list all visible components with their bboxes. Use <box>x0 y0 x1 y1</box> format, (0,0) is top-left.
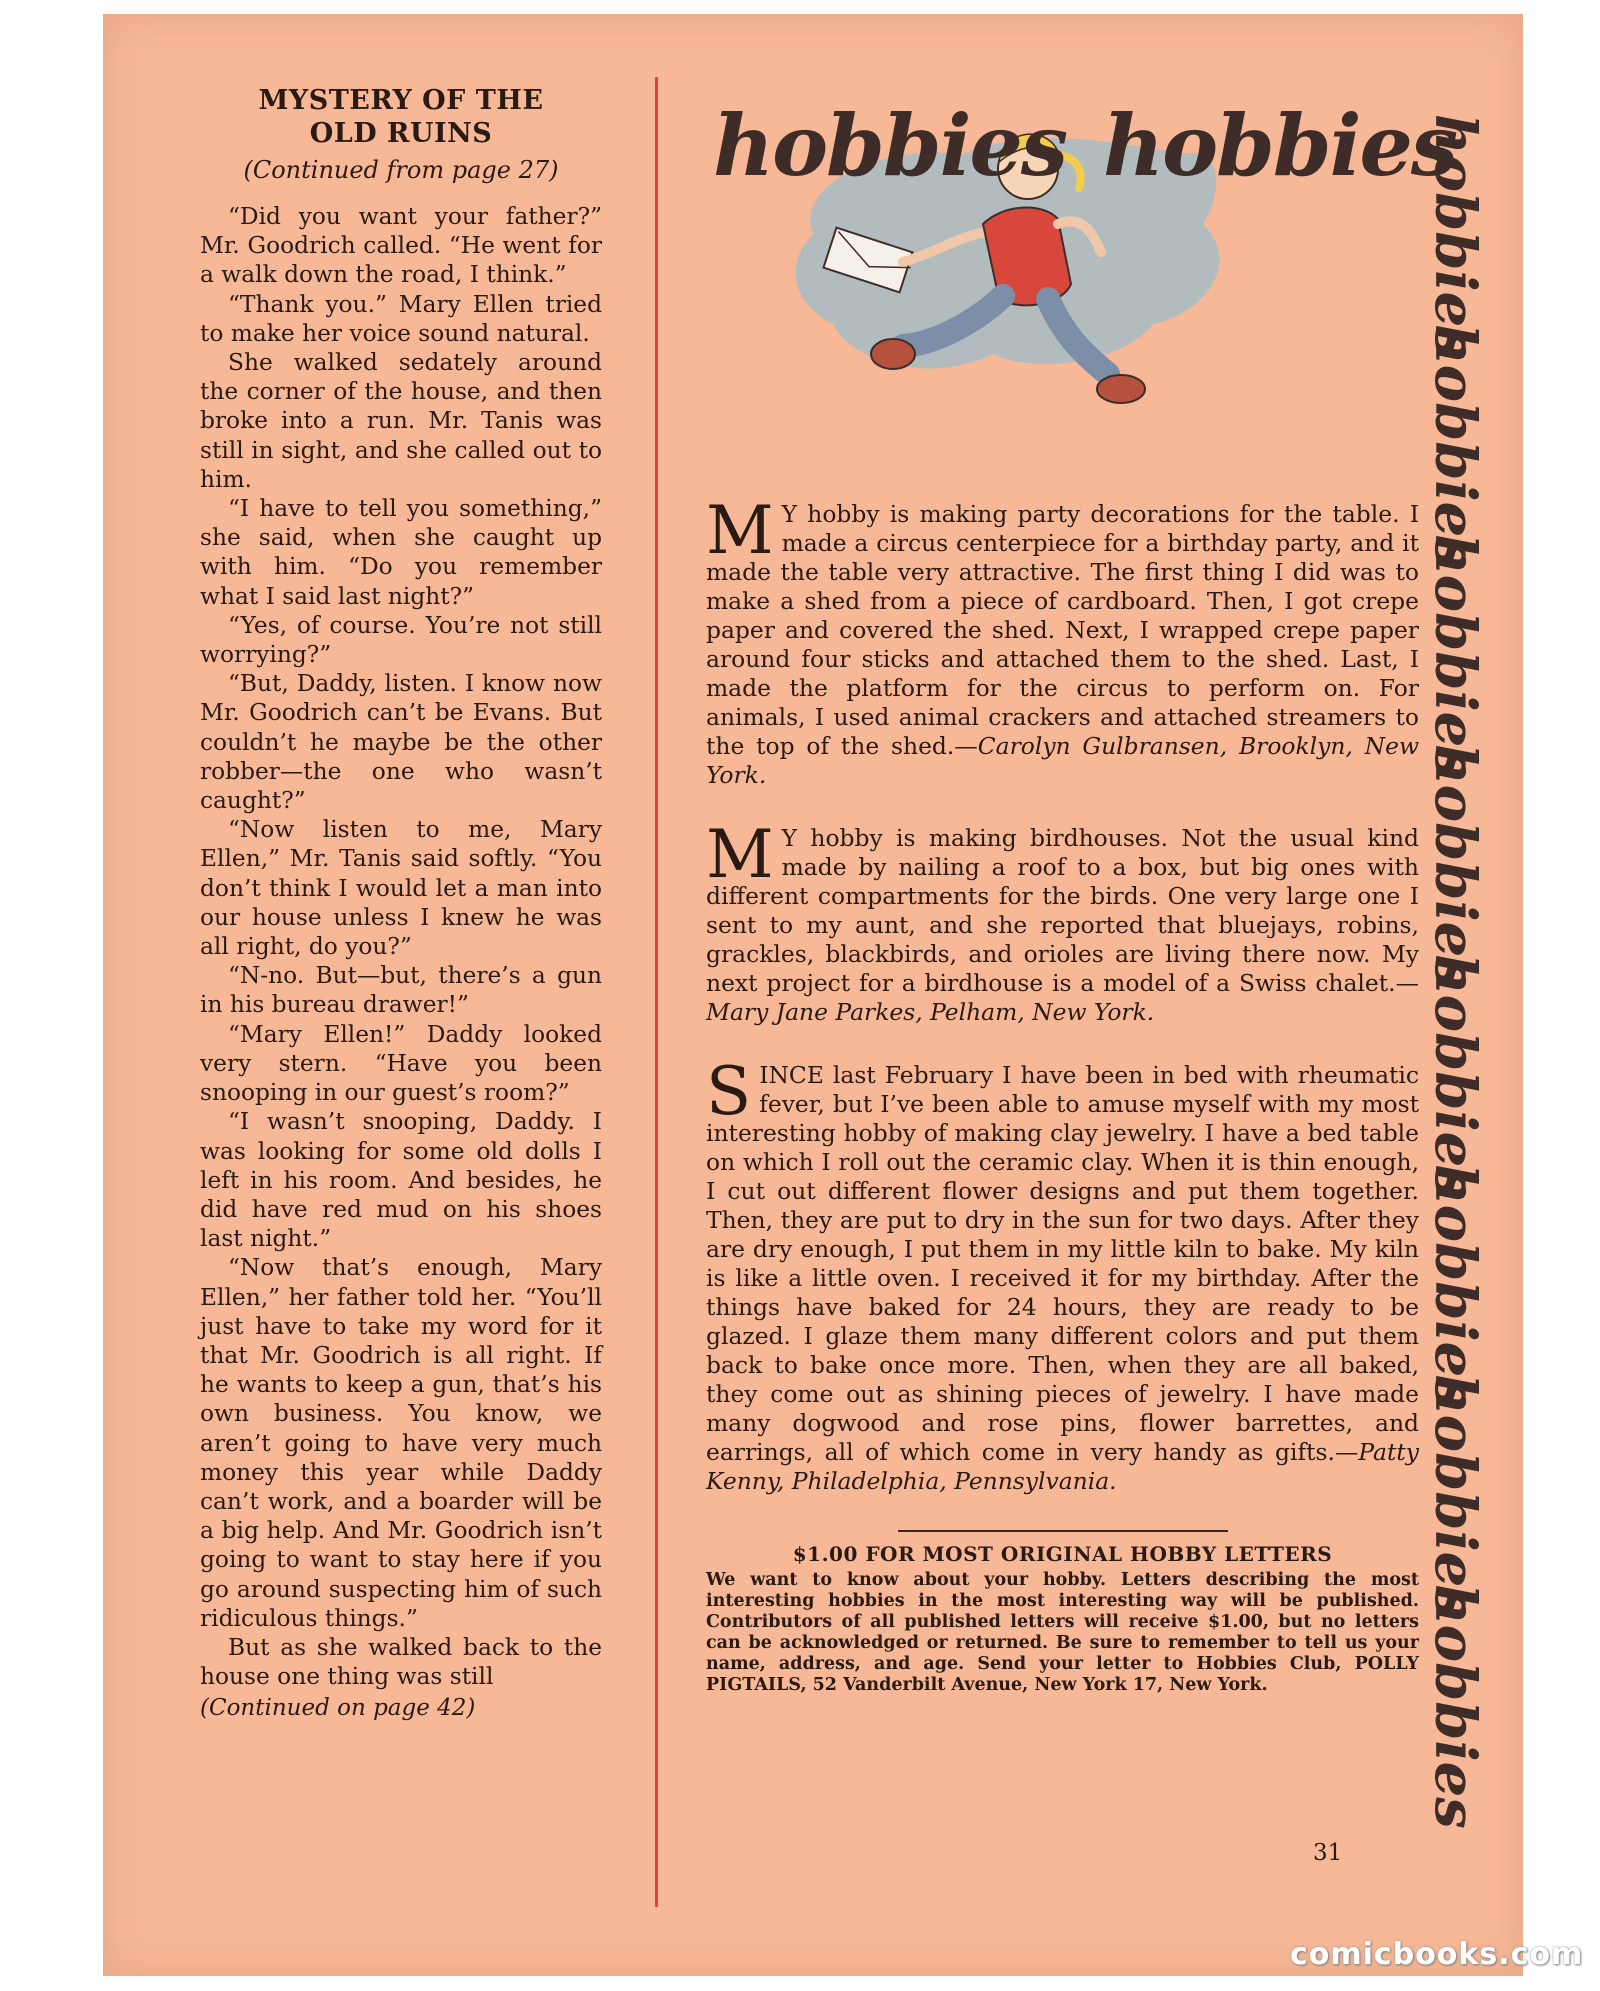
hobby-letter <box>706 1053 1419 1496</box>
side-hobbies-word: hobbies <box>1422 534 1488 779</box>
side-hobbies-word: hobbies <box>1422 114 1488 359</box>
drop-cap: S <box>706 1053 752 1130</box>
story-paragraph: “But, Daddy, listen. I know now Mr. Goodrich can’t be Evans. But couldn’t he maybe be the other robber—the one who wasn’t caught?” <box>200 670 602 815</box>
side-hobbies-word: hobbies <box>1422 324 1488 569</box>
story-paragraph: “I have to tell you something,” she said, when she caught up with him. “Do you remember what I said last night?” <box>200 495 602 610</box>
hobby-letter <box>706 816 1419 1027</box>
story-column <box>200 84 602 1721</box>
hobbies-heading-left: hobbies <box>713 96 1067 195</box>
letter-signature: Mary Jane Parkes, Pelham, New York. <box>706 998 1155 1026</box>
story-body <box>200 202 602 1691</box>
continued-on-note: (Continued on page 42) <box>200 1695 476 1722</box>
contest-title: $1.00 FOR MOST ORIGINAL HOBBY LETTERS <box>792 1542 1333 1566</box>
letter-text: Y hobby is making party decorations for the table. I made a circus centerpiece for a birthday party, and it made the table very attractive. The first thing I did was to make a shed from a piece of cardboard. Then, I got crepe paper and covered the shed. Next, I wrapped crepe paper around four sticks and attached them to the shed. Last, I made the platform for the circus to perform on. For animals, I used animal crackers and attached streamers to the top of the shed.— <box>706 500 1419 760</box>
side-hobbies-word: hobbies <box>1422 744 1488 989</box>
side-hobbies-word: hobbies <box>1422 1584 1488 1829</box>
contest-rule <box>898 1530 1228 1532</box>
story-paragraph: “I wasn’t snooping, Daddy. I was looking for some old dolls I left in his room. And besides, he did have red mud on his shoes last night.” <box>200 1108 602 1253</box>
hobbies-heading-right: hobbies <box>1103 96 1457 195</box>
side-hobbies-word: hobbies <box>1422 954 1488 1199</box>
continued-from-note: (Continued from page 27) <box>243 156 559 184</box>
story-paragraph: “Mary Ellen!” Daddy looked very stern. “Have you been snooping in our guest’s room?” <box>200 1020 602 1107</box>
site-watermark: comicbooks.com <box>1290 1937 1584 1972</box>
hobbies-header <box>703 84 1493 484</box>
side-hobbies-word: hobbies <box>1422 1164 1488 1409</box>
page-number: 31 <box>1313 1840 1343 1866</box>
story-title <box>200 84 602 150</box>
drop-cap: M <box>706 492 774 569</box>
letter-text: INCE last February I have been in bed with rheumatic fever, but I’ve been able to amuse myself with my most interesting hobby of making clay jewelry. I have a bed table on which I roll out the ceramic clay. When it is thin enough, I cut out different flower designs and put them together. Then, they are put to dry in the sun for two days. After they are dry enough, I put them in my little kiln to bake. My kiln is like a little oven. I received it for my birthday. After the things have baked for 24 hours, they are ready to be glazed. I glaze them many different colors and put them back to bake once more. Then, when they are all baked, they come out as shining pieces of jewelry. I have made many dogwood and rose pins, flower barrettes, and earrings, all of which come in very handy as gifts.— <box>706 1061 1419 1466</box>
story-paragraph: She walked sedately around the corner of the house, and then broke into a run. Mr. Tanis was still in sight, and she called out to him. <box>200 349 602 493</box>
hobbies-side-strip <box>1398 114 1508 1874</box>
hobby-letters-column <box>706 492 1419 1696</box>
letter-text: Y hobby is making birdhouses. Not the usual kind made by nailing a roof to a box, but big ones with different compartments for the birds. One very large one I sent to my aunt, and she reported that bluejays, robins, grackles, blackbirds, and orioles are living there now. My next project for a birdhouse is a model of a Swiss chalet.— <box>706 824 1419 997</box>
contest-body: We want to know about your hobby. Letters describing the most interesting hobbies in the most interesting way will be published. Contributors of all published letters will receive $1.00, but no letters can be acknowledged or returned. Be sure to remember to tell us your name, address, and age. Send your letter to Hobbies Club, POLLY PIGTAILS, 52 Vanderbilt Avenue, New York 17, New York. <box>706 1570 1419 1695</box>
story-paragraph: “Did you want your father?” Mr. Goodrich called. “He went for a walk down the road, I think.” <box>200 203 602 289</box>
letter-signature: Patty Kenny, Philadelphia, Pennsylvania. <box>706 1438 1419 1495</box>
story-title-line-2: OLD RUINS <box>309 118 493 149</box>
column-divider <box>655 77 658 1907</box>
story-paragraph: But as she walked back to the house one thing was still <box>200 1633 602 1691</box>
story-paragraph: “Now listen to me, Mary Ellen,” Mr. Tanis said softly. “You don’t think I would let a man into our house unless I knew he was all right, do you?” <box>200 816 602 961</box>
story-title-line-1: MYSTERY OF THE <box>258 85 544 116</box>
drop-cap: M <box>706 816 774 893</box>
letter-signature: Carolyn Gulbransen, Brooklyn, New York. <box>706 732 1419 789</box>
magazine-page <box>103 14 1523 1976</box>
story-paragraph: “Yes, of course. You’re not still worrying?” <box>200 611 602 669</box>
story-paragraph: “Now that’s enough, Mary Ellen,” her father told her. “You’ll just have to take my word for it that Mr. Goodrich is all right. If he wants to keep a gun, that’s his own business. You know, we aren’t going to have very much money this year while Daddy can’t work, and a boarder will be a big help. And Mr. Goodrich isn’t going to want to stay here if you go around suspecting him of such ridiculous things.” <box>200 1254 602 1632</box>
story-paragraph: “Thank you.” Mary Ellen tried to make her voice sound natural. <box>200 290 602 347</box>
hobby-letter <box>706 492 1419 790</box>
side-hobbies-word: hobbies <box>1422 1374 1488 1619</box>
story-paragraph: “N-no. But—but, there’s a gun in his bureau drawer!” <box>200 962 602 1019</box>
